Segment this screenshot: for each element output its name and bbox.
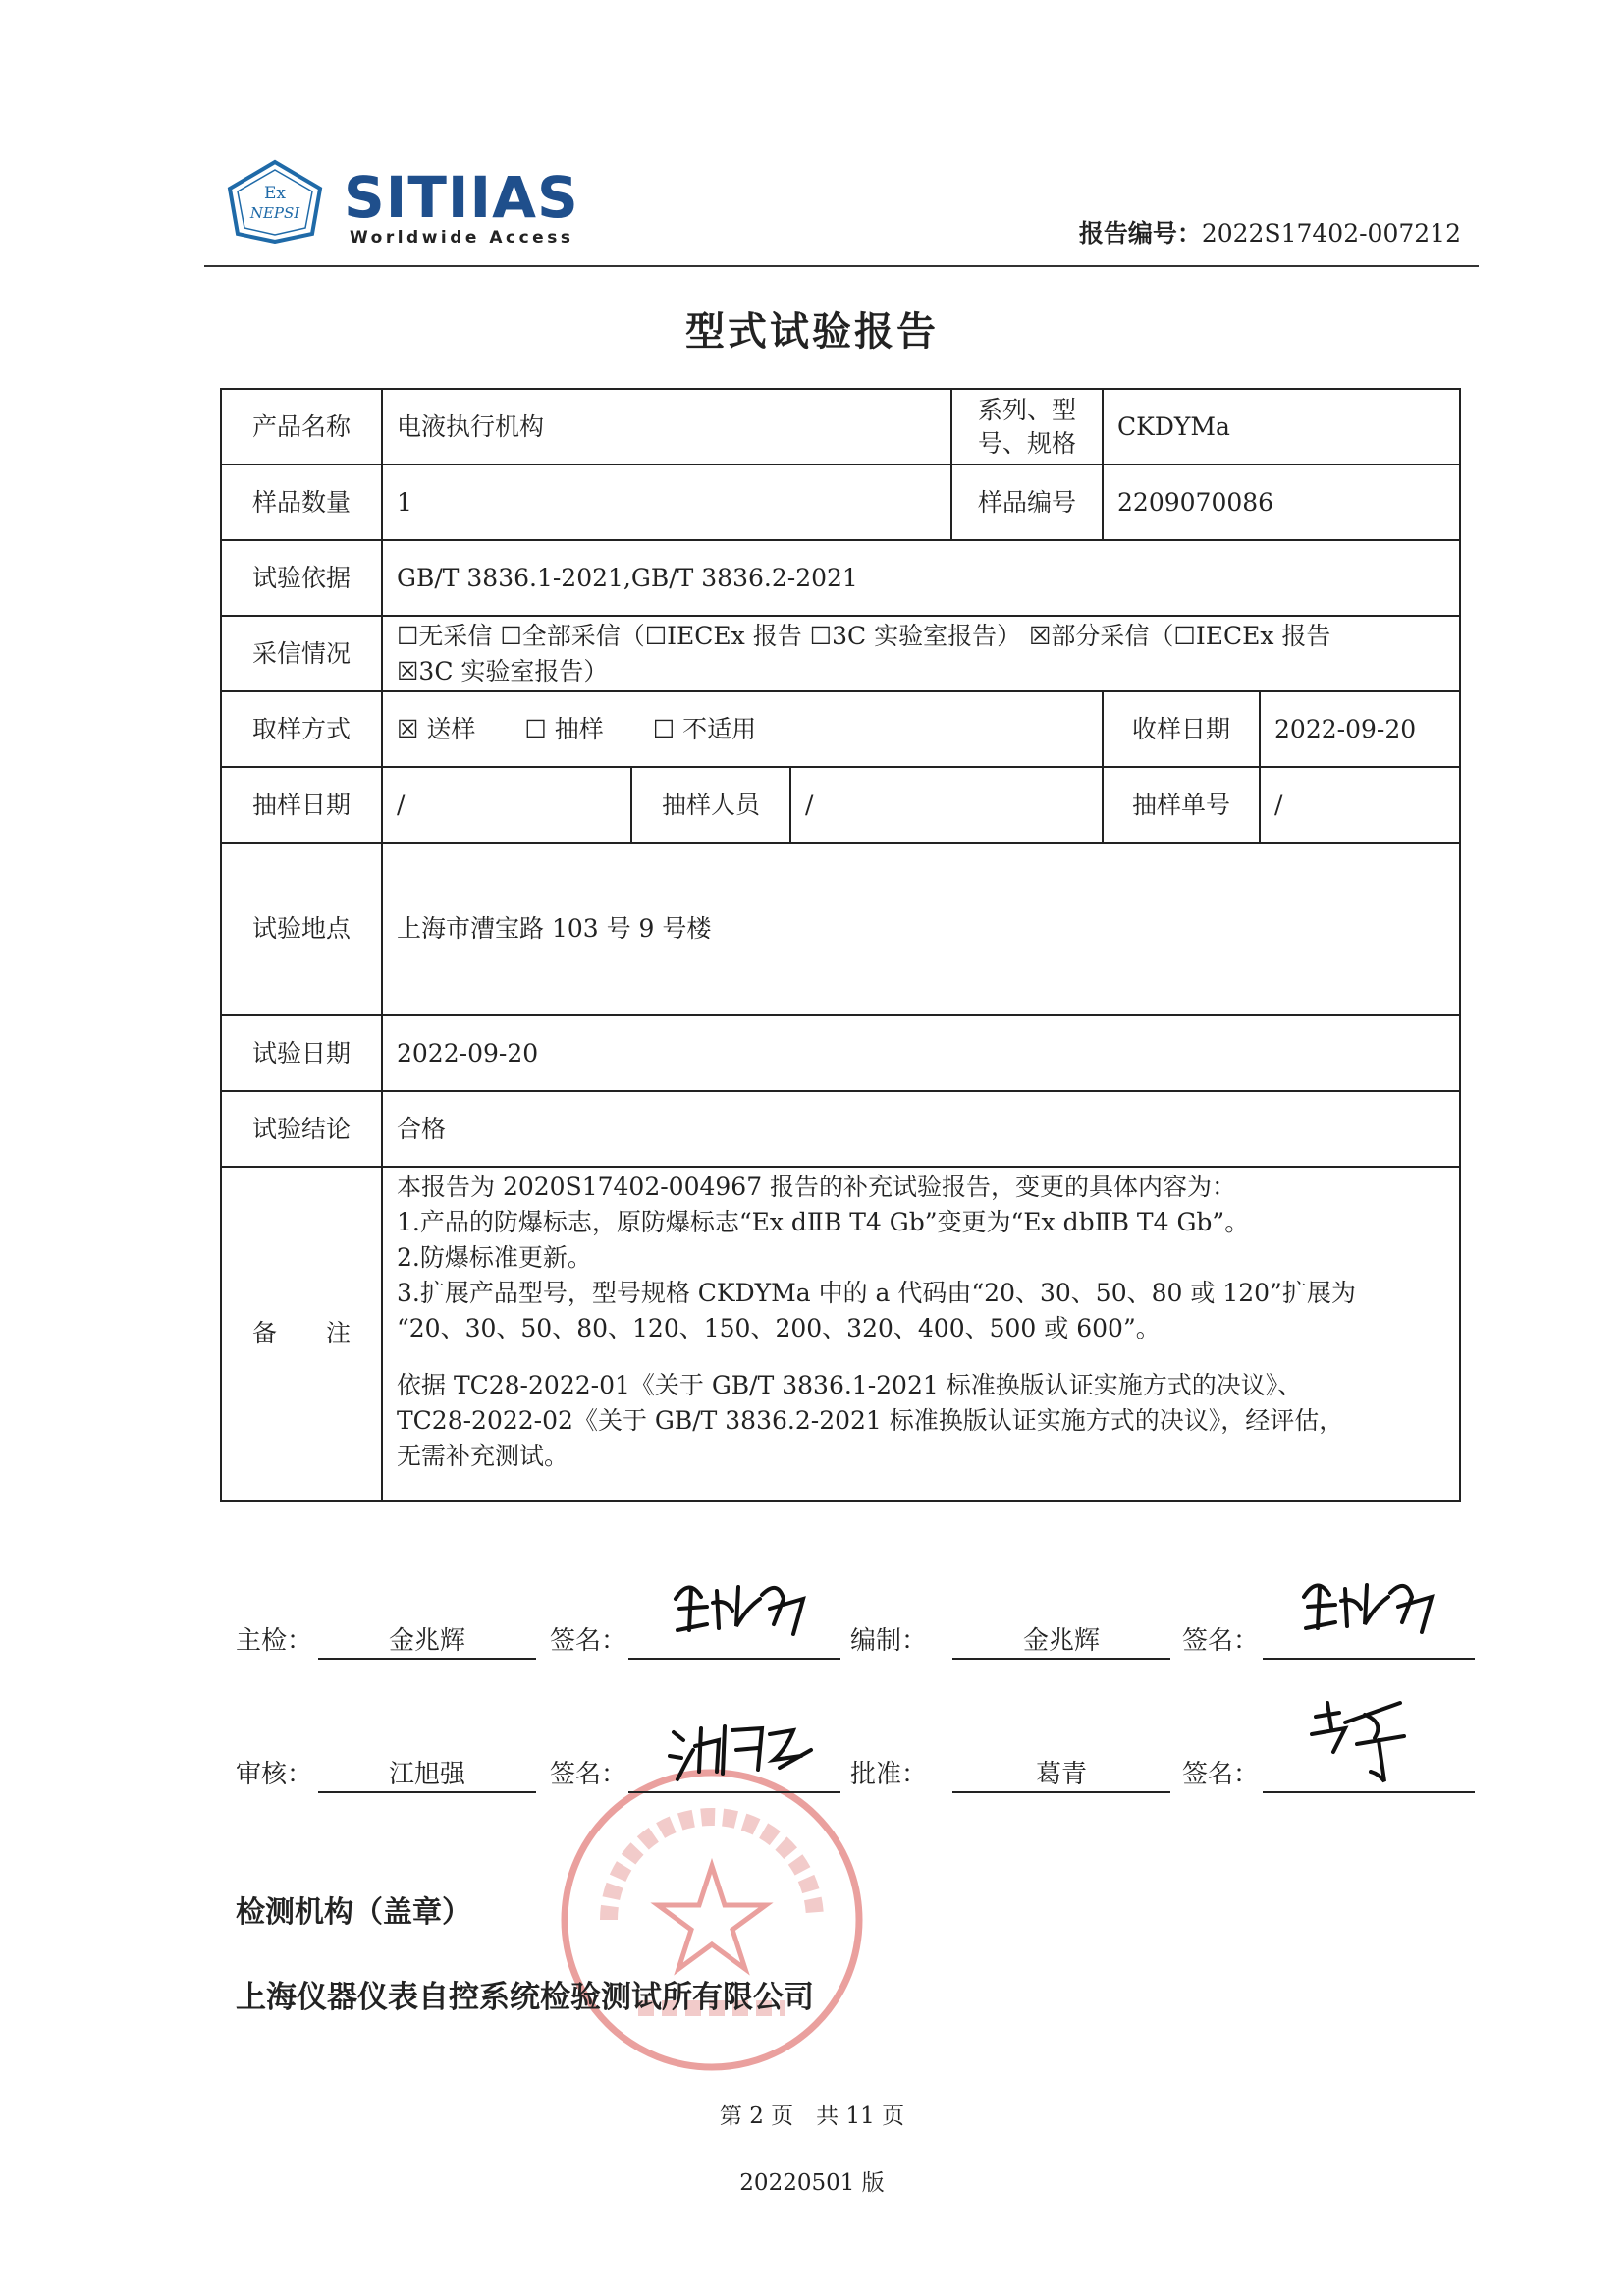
sampling-date-label: 抽样日期 <box>221 767 382 843</box>
editor-label: 编制： <box>850 1626 928 1656</box>
basis-label: 试验依据 <box>221 540 382 616</box>
testing-organization-name: 上海仪器仪表自控系统检验测试所有限公司 <box>236 1980 814 2015</box>
remark-line: 本报告为 2020S17402-004967 报告的补充试验报告，变更的具体内容为： <box>397 1173 1237 1201</box>
page-number: 第 2 页 共 11 页 <box>719 2104 905 2129</box>
sample-qty-label: 样品数量 <box>221 465 382 540</box>
test-date-value: 2022-09-20 <box>382 1015 1460 1091</box>
inspector-name: 金兆辉 <box>318 1620 536 1660</box>
report-info-table <box>220 388 1461 1502</box>
inspector-label: 主检： <box>236 1626 313 1656</box>
sitiias-logo <box>344 164 579 231</box>
product-name-label: 产品名称 <box>221 389 382 465</box>
remark-line: TC28-2022-02《关于 GB/T 3836.2-2021 标准换版认证实施方式的决议》，经评估， <box>397 1406 1344 1435</box>
ex-nepsi-logo <box>226 159 324 244</box>
table-row <box>221 465 1460 540</box>
sampling-order-label: 抽样单号 <box>1103 767 1260 843</box>
logo-tagline: Worldwide Access <box>350 228 574 247</box>
sampling-method-label: 取样方式 <box>221 691 382 767</box>
sampling-method-value: ☒ 送样 ☐ 抽样 ☐ 不适用 <box>382 691 1103 767</box>
editor-sign-label: 签名： <box>1182 1626 1260 1656</box>
report-number-value: 2022S17402-007212 <box>1201 219 1461 247</box>
sample-no-value: 2209070086 <box>1103 465 1460 540</box>
document-title: 型式试验报告 <box>685 309 939 355</box>
remark-line: 2.防爆标准更新。 <box>397 1243 592 1272</box>
testing-organization-label: 检测机构（盖章） <box>236 1895 471 1930</box>
sample-no-label: 样品编号 <box>951 465 1103 540</box>
adoption-value-line1: ☐无采信 ☐全部采信（☐IECEx 报告 ☐3C 实验室报告） ☒部分采信（☐IECEx 报告 <box>397 621 1331 650</box>
received-date-label: 收样日期 <box>1103 691 1260 767</box>
product-name-value: 电液执行机构 <box>382 389 951 465</box>
adoption-value-line2: ☒3C 实验室报告） <box>397 656 609 685</box>
editor-signature <box>1296 1567 1443 1646</box>
sampling-date-value: / <box>382 767 631 843</box>
remark-line: 1.产品的防爆标志，原防爆标志“Ex dⅡB T4 Gb”变更为“Ex dbⅡB T4 Gb”。 <box>397 1208 1250 1236</box>
sitiias-wordmark: SITIIAS <box>344 164 579 231</box>
reviewer-signature <box>664 1711 821 1789</box>
sampler-value: / <box>790 767 1103 843</box>
table-row <box>221 616 1460 691</box>
editor-name: 金兆辉 <box>952 1620 1170 1660</box>
conclusion-value: 合格 <box>382 1091 1460 1167</box>
logo-nepsi-text: NEPSI <box>249 204 300 222</box>
approver-sign-label: 签名： <box>1182 1760 1260 1789</box>
remarks-label: 备 注 <box>221 1167 382 1501</box>
conclusion-label: 试验结论 <box>221 1091 382 1167</box>
sample-qty-value: 1 <box>382 465 951 540</box>
reviewer-name: 江旭强 <box>318 1754 536 1793</box>
test-date-label: 试验日期 <box>221 1015 382 1091</box>
table-row <box>221 767 1460 843</box>
series-value: CKDYMa <box>1103 389 1460 465</box>
table-row <box>221 1167 1460 1501</box>
approver-label: 批准： <box>850 1760 928 1789</box>
remark-line: 无需补充测试。 <box>397 1442 569 1470</box>
approver-signature <box>1306 1693 1424 1787</box>
document-version: 20220501 版 <box>739 2170 885 2196</box>
location-label: 试验地点 <box>221 843 382 1015</box>
table-row <box>221 691 1460 767</box>
sampling-order-value: / <box>1260 767 1460 843</box>
table-row <box>221 1091 1460 1167</box>
report-number <box>1079 214 1461 249</box>
received-date-value: 2022-09-20 <box>1260 691 1460 767</box>
inspector-signature <box>668 1569 815 1648</box>
approver-name: 葛青 <box>952 1754 1170 1793</box>
series-label: 系列、型号、规格 <box>951 389 1103 465</box>
adoption-label: 采信情况 <box>221 616 382 691</box>
sampler-label: 抽样人员 <box>631 767 790 843</box>
table-row <box>221 1015 1460 1091</box>
inspector-sign-label: 签名： <box>550 1626 627 1656</box>
table-row <box>221 389 1460 465</box>
logo-ex-text: Ex <box>264 184 286 203</box>
basis-value: GB/T 3836.1-2021,GB/T 3836.2-2021 <box>382 540 1460 616</box>
remark-line: 3.扩展产品型号，型号规格 CKDYMa 中的 a 代码由“20、30、50、80 或 120”扩展为 <box>397 1279 1356 1307</box>
remark-line: “20、30、50、80、120、150、200、320、400、500 或 600”。 <box>397 1314 1161 1342</box>
table-row <box>221 540 1460 616</box>
table-row <box>221 843 1460 1015</box>
company-seal <box>550 1758 874 2082</box>
remark-line: 依据 TC28-2022-01《关于 GB/T 3836.1-2021 标准换版认证实施方式的决议》、 <box>397 1371 1303 1399</box>
reviewer-label: 审核： <box>236 1760 313 1789</box>
remarks-value <box>382 1167 1460 1501</box>
reviewer-sign-label: 签名： <box>550 1760 627 1789</box>
adoption-value <box>382 616 1460 691</box>
report-number-label: 报告编号： <box>1078 219 1202 247</box>
location-value: 上海市漕宝路 103 号 9 号楼 <box>382 843 1460 1015</box>
header-divider <box>204 265 1479 267</box>
